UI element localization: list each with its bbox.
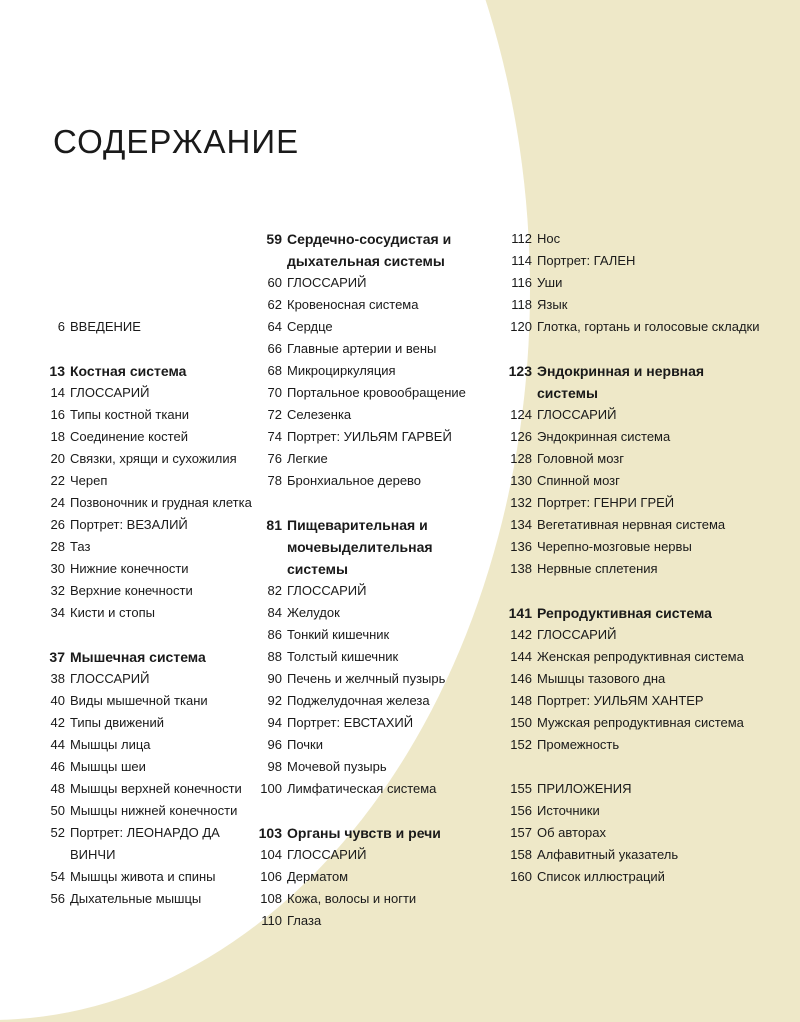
- toc-entry[interactable]: [504, 690, 764, 712]
- toc-spacer: [504, 580, 764, 602]
- toc-entry[interactable]: [40, 536, 255, 558]
- toc-entry-label: Промежность: [537, 737, 620, 752]
- toc-page-number: 138: [510, 561, 532, 576]
- toc-entry-label: Портрет: УИЛЬЯМ ХАНТЕР: [537, 693, 704, 708]
- toc-entry-label: Эндокринная система: [537, 429, 671, 444]
- toc-entry-label: Желудок: [287, 605, 340, 620]
- toc-entry[interactable]: [40, 756, 255, 778]
- toc-section-heading[interactable]: [504, 360, 764, 404]
- toc-page-number: 37: [49, 649, 65, 665]
- toc-page-number: 146: [510, 671, 532, 686]
- toc-page-number: 64: [267, 319, 282, 334]
- toc-entry[interactable]: [504, 712, 764, 734]
- toc-entry[interactable]: [40, 690, 255, 712]
- toc-entry[interactable]: [254, 712, 484, 734]
- toc-entry[interactable]: [254, 360, 484, 382]
- toc-entry-label: Типы костной ткани: [70, 407, 190, 422]
- toc-page-number: 32: [50, 583, 65, 598]
- toc-entry-label: Мышечная система: [70, 649, 206, 665]
- toc-page-number: 160: [510, 869, 532, 884]
- toc-entry-label: Тонкий кишечник: [287, 627, 390, 642]
- toc-entry-label: Портрет: ЛЕОНАРДО ДА ВИНЧИ: [70, 825, 220, 862]
- toc-entry[interactable]: [40, 316, 255, 338]
- toc-entry[interactable]: [40, 888, 255, 910]
- toc-page-number: 148: [510, 693, 532, 708]
- toc-page-number: 130: [510, 473, 532, 488]
- toc-entry-label: Вегетативная нервная система: [537, 517, 726, 532]
- toc-entry-label: Связки, хрящи и сухожилия: [70, 451, 237, 466]
- toc-entry-label: Почки: [287, 737, 324, 752]
- toc-entry-label: Черепно-мозговые нервы: [537, 539, 692, 554]
- toc-entry-label: Кожа, волосы и ногти: [287, 891, 417, 906]
- toc-entry[interactable]: [254, 668, 484, 690]
- toc-entry-label: Поджелудочная железа: [287, 693, 430, 708]
- toc-spacer: [40, 294, 255, 316]
- toc-entry[interactable]: [254, 888, 484, 910]
- toc-entry-label: ГЛОССАРИЙ: [287, 583, 367, 598]
- toc-entry-label: Портрет: ГЕНРИ ГРЕЙ: [537, 495, 675, 510]
- toc-spacer: [254, 800, 484, 822]
- toc-entry-label: Спинной мозг: [537, 473, 620, 488]
- toc-entry[interactable]: [254, 426, 484, 448]
- toc-entry[interactable]: [504, 514, 764, 536]
- toc-entry[interactable]: [504, 822, 764, 844]
- toc-entry[interactable]: [504, 734, 764, 756]
- toc-entry[interactable]: [254, 778, 484, 800]
- toc-page-number: 68: [267, 363, 282, 378]
- toc-entry[interactable]: [254, 866, 484, 888]
- toc-page-number: 56: [50, 891, 65, 906]
- toc-section-heading[interactable]: [254, 822, 484, 844]
- toc-entry[interactable]: [254, 404, 484, 426]
- toc-entry[interactable]: [40, 602, 255, 624]
- toc-entry[interactable]: [40, 470, 255, 492]
- toc-entry-label: Легкие: [287, 451, 328, 466]
- toc-entry-label: ГЛОССАРИЙ: [70, 385, 150, 400]
- toc-entry[interactable]: [40, 404, 255, 426]
- toc-entry-label: Селезенка: [287, 407, 352, 422]
- toc-page-number: 84: [267, 605, 282, 620]
- toc-entry[interactable]: [254, 910, 484, 932]
- toc-entry[interactable]: [504, 470, 764, 492]
- toc-page-number: 38: [50, 671, 65, 686]
- toc-entry[interactable]: [40, 514, 255, 536]
- toc-entry-label: Глаза: [287, 913, 322, 928]
- toc-page-number: 88: [267, 649, 282, 664]
- toc-entry[interactable]: [40, 382, 255, 404]
- toc-page-number: 106: [260, 869, 282, 884]
- toc-page-number: 13: [49, 363, 65, 379]
- toc-page-number: 126: [510, 429, 532, 444]
- toc-entry[interactable]: [40, 448, 255, 470]
- toc-page-number: 16: [50, 407, 65, 422]
- toc-entry-label: Печень и желчный пузырь: [287, 671, 446, 686]
- toc-page-number: 128: [510, 451, 532, 466]
- toc-entry-label: Кровеносная система: [287, 297, 419, 312]
- toc-page-number: 50: [50, 803, 65, 818]
- toc-page-number: 20: [50, 451, 65, 466]
- toc-page-number: 40: [50, 693, 65, 708]
- toc-page-number: 158: [510, 847, 532, 862]
- toc-page-number: 114: [511, 253, 532, 268]
- toc-entry-label: Мышцы верхней конечности: [70, 781, 242, 796]
- toc-entry[interactable]: [254, 602, 484, 624]
- toc-entry[interactable]: [40, 492, 255, 514]
- toc-entry-label: Мышцы тазового дна: [537, 671, 666, 686]
- toc-column-3: [504, 228, 764, 888]
- toc-entry[interactable]: [40, 712, 255, 734]
- toc-entry-label: Череп: [70, 473, 108, 488]
- toc-entry-label: ГЛОССАРИЙ: [537, 627, 617, 642]
- toc-page-number: 120: [510, 319, 532, 334]
- toc-entry-label: Органы чувств и речи: [287, 825, 441, 841]
- toc-entry-label: Женская репродуктивная система: [537, 649, 744, 664]
- toc-entry[interactable]: [504, 492, 764, 514]
- toc-page-number: 112: [511, 231, 532, 246]
- toc-entry[interactable]: [254, 734, 484, 756]
- toc-entry[interactable]: [504, 426, 764, 448]
- toc-page-number: 42: [50, 715, 65, 730]
- toc-page-number: 142: [510, 627, 532, 642]
- toc-entry[interactable]: [40, 822, 255, 866]
- toc-page-number: 136: [510, 539, 532, 554]
- toc-page-number: 70: [267, 385, 282, 400]
- toc-entry-label: ГЛОССАРИЙ: [70, 671, 150, 686]
- toc-entry-label: Мочевой пузырь: [287, 759, 387, 774]
- toc-entry[interactable]: [504, 404, 764, 426]
- toc-page-number: 46: [50, 759, 65, 774]
- toc-entry-label: ПРИЛОЖЕНИЯ: [537, 781, 632, 796]
- toc-spacer: [504, 756, 764, 778]
- toc-entry[interactable]: [504, 558, 764, 580]
- toc-entry-label: Язык: [537, 297, 568, 312]
- toc-page-number: 28: [50, 539, 65, 554]
- toc-entry[interactable]: [504, 448, 764, 470]
- toc-entry-label: Сердечно-сосудистая и дыхательная системы: [287, 231, 452, 269]
- toc-entry[interactable]: [40, 558, 255, 580]
- toc-page-number: 98: [267, 759, 282, 774]
- toc-entry-label: Верхние конечности: [70, 583, 193, 598]
- toc-entry[interactable]: [40, 734, 255, 756]
- toc-spacer: [504, 338, 764, 360]
- toc-page-number: 132: [510, 495, 532, 510]
- toc-spacer: [40, 272, 255, 294]
- toc-entry-label: Таз: [70, 539, 91, 554]
- toc-entry[interactable]: [40, 668, 255, 690]
- toc-page-number: 157: [510, 825, 532, 840]
- toc-page-number: 92: [267, 693, 282, 708]
- toc-section-heading[interactable]: [254, 228, 484, 272]
- toc-page-number: 94: [267, 715, 282, 730]
- toc-entry-label: ВВЕДЕНИЕ: [70, 319, 141, 334]
- toc-entry[interactable]: [40, 426, 255, 448]
- toc-entry[interactable]: [254, 294, 484, 316]
- toc-page-number: 110: [261, 913, 282, 928]
- toc-page-number: 104: [260, 847, 282, 862]
- toc-page-number: 18: [50, 429, 65, 444]
- toc-entry[interactable]: [40, 778, 255, 800]
- toc-entry[interactable]: [254, 756, 484, 778]
- toc-entry-label: Эндокринная и нервная системы: [537, 363, 705, 401]
- toc-page-number: 86: [267, 627, 282, 642]
- toc-page-number: 116: [511, 275, 532, 290]
- toc-entry[interactable]: [254, 646, 484, 668]
- toc-page-number: 96: [267, 737, 282, 752]
- toc-entry[interactable]: [40, 580, 255, 602]
- toc-page-number: 24: [50, 495, 65, 510]
- toc-entry[interactable]: [254, 338, 484, 360]
- toc-page-number: 152: [510, 737, 532, 752]
- toc-page-number: 22: [50, 473, 65, 488]
- toc-entry-label: Мышцы лица: [70, 737, 151, 752]
- toc-page-number: 124: [510, 407, 532, 422]
- toc-entry[interactable]: [254, 624, 484, 646]
- toc-entry[interactable]: [254, 382, 484, 404]
- toc-entry[interactable]: [504, 272, 764, 294]
- toc-entry-label: Главные артерии и вены: [287, 341, 437, 356]
- toc-entry[interactable]: [504, 250, 764, 272]
- toc-entry[interactable]: [504, 866, 764, 888]
- toc-page-number: 100: [260, 781, 282, 796]
- toc-entry-label: Нижние конечности: [70, 561, 189, 576]
- toc-page-number: 59: [266, 231, 282, 247]
- toc-column-2: [254, 228, 484, 932]
- toc-entry-label: Дерматом: [287, 869, 349, 884]
- toc-page-number: 66: [267, 341, 282, 356]
- toc-entry-label: Об авторах: [537, 825, 607, 840]
- toc-entry-label: Мышцы живота и спины: [70, 869, 216, 884]
- toc-entry[interactable]: [504, 316, 764, 338]
- toc-entry-label: Пищеварительная и мочевыделительная системы: [287, 517, 433, 577]
- toc-page-number: 30: [50, 561, 65, 576]
- toc-page-number: 48: [50, 781, 65, 796]
- toc-entry-label: Репродуктивная система: [537, 605, 712, 621]
- toc-entry[interactable]: [254, 690, 484, 712]
- toc-entry-label: Портрет: ВЕЗАЛИЙ: [70, 517, 188, 532]
- toc-page-number: 62: [267, 297, 282, 312]
- toc-entry-label: Головной мозг: [537, 451, 624, 466]
- toc-entry[interactable]: [254, 580, 484, 602]
- toc-column-1: [40, 228, 255, 910]
- toc-page-number: 82: [267, 583, 282, 598]
- toc-entry[interactable]: [504, 844, 764, 866]
- toc-page-number: 155: [510, 781, 532, 796]
- toc-spacer: [254, 492, 484, 514]
- toc-entry[interactable]: [254, 470, 484, 492]
- toc-entry-label: ГЛОССАРИЙ: [537, 407, 617, 422]
- toc-page-number: 34: [50, 605, 65, 620]
- toc-page-number: 74: [267, 429, 282, 444]
- toc-page-number: 150: [510, 715, 532, 730]
- toc-entry[interactable]: [254, 272, 484, 294]
- toc-entry[interactable]: [504, 668, 764, 690]
- toc-entry-label: Бронхиальное дерево: [287, 473, 422, 488]
- toc-spacer: [40, 624, 255, 646]
- toc-entry[interactable]: [504, 624, 764, 646]
- toc-section-heading[interactable]: [504, 602, 764, 624]
- toc-page-number: 81: [266, 517, 282, 533]
- toc-spacer: [40, 228, 255, 250]
- toc-entry-label: ГЛОССАРИЙ: [287, 275, 367, 290]
- toc-page-number: 76: [267, 451, 282, 466]
- toc-page-number: 118: [511, 297, 532, 312]
- toc-entry[interactable]: [254, 844, 484, 866]
- toc-entry[interactable]: [504, 536, 764, 558]
- toc-entry[interactable]: [504, 778, 764, 800]
- toc-spacer: [40, 250, 255, 272]
- toc-entry-label: Соединение костей: [70, 429, 188, 444]
- toc-entry-label: Микроциркуляция: [287, 363, 396, 378]
- toc-page-number: 90: [267, 671, 282, 686]
- toc-entry[interactable]: [40, 800, 255, 822]
- toc-entry-label: Портальное кровообращение: [287, 385, 466, 400]
- toc-page-number: 14: [50, 385, 65, 400]
- toc-page-number: 141: [508, 605, 532, 621]
- toc-page-number: 26: [50, 517, 65, 532]
- toc-entry[interactable]: [254, 448, 484, 470]
- toc-entry-label: Портрет: ГАЛЕН: [537, 253, 636, 268]
- toc-page-number: 60: [267, 275, 282, 290]
- toc-entry-label: Лимфатическая система: [287, 781, 437, 796]
- toc-section-heading[interactable]: [40, 360, 255, 382]
- toc-entry-label: Источники: [537, 803, 600, 818]
- toc-entry-label: Костная система: [70, 363, 187, 379]
- toc-entry-label: ГЛОССАРИЙ: [287, 847, 367, 862]
- toc-page-number: 108: [260, 891, 282, 906]
- toc-page-number: 144: [510, 649, 532, 664]
- toc-entry-label: Мышцы нижней конечности: [70, 803, 238, 818]
- toc-entry-label: Толстый кишечник: [287, 649, 399, 664]
- toc-page-number: 52: [50, 825, 65, 840]
- toc-entry-label: Сердце: [287, 319, 333, 334]
- toc-entry-label: Нос: [537, 231, 561, 246]
- toc-page-number: 44: [50, 737, 65, 752]
- toc-entry-label: Типы движений: [70, 715, 165, 730]
- toc-entry-label: Портрет: УИЛЬЯМ ГАРВЕЙ: [287, 429, 452, 444]
- toc-page-number: 54: [50, 869, 65, 884]
- toc-page-number: 156: [510, 803, 532, 818]
- toc-entry-label: Нервные сплетения: [537, 561, 658, 576]
- page-title: СОДЕРЖАНИЕ: [53, 123, 300, 160]
- toc-entry[interactable]: [504, 228, 764, 250]
- toc-page-number: 78: [267, 473, 282, 488]
- toc-entry-label: Портрет: ЕВСТАХИЙ: [287, 715, 414, 730]
- toc-section-heading[interactable]: [40, 646, 255, 668]
- toc-entry[interactable]: [504, 800, 764, 822]
- toc-entry[interactable]: [504, 294, 764, 316]
- toc-page-number: 103: [258, 825, 282, 841]
- toc-entry-label: Мужская репродуктивная система: [537, 715, 744, 730]
- toc-entry-label: Позвоночник и грудная клетка: [70, 495, 252, 510]
- toc-entry-label: Список иллюстраций: [537, 869, 665, 884]
- toc-page-number: 72: [267, 407, 282, 422]
- toc-entry-label: Кисти и стопы: [70, 605, 155, 620]
- toc-entry-label: Виды мышечной ткани: [70, 693, 208, 708]
- toc-entry-label: Глотка, гортань и голосовые складки: [537, 319, 760, 334]
- toc-page-number: 6: [57, 319, 65, 334]
- toc-entry-label: Мышцы шеи: [70, 759, 146, 774]
- toc-entry-label: Алфавитный указатель: [537, 847, 679, 862]
- toc-entry-label: Уши: [537, 275, 563, 290]
- toc-page-number: 123: [508, 363, 532, 379]
- toc-section-heading[interactable]: [254, 514, 484, 580]
- toc-entry[interactable]: [40, 866, 255, 888]
- toc-entry[interactable]: [504, 646, 764, 668]
- toc-spacer: [40, 338, 255, 360]
- toc-page-number: 134: [510, 517, 532, 532]
- toc-entry[interactable]: [254, 316, 484, 338]
- toc-entry-label: Дыхательные мышцы: [70, 891, 202, 906]
